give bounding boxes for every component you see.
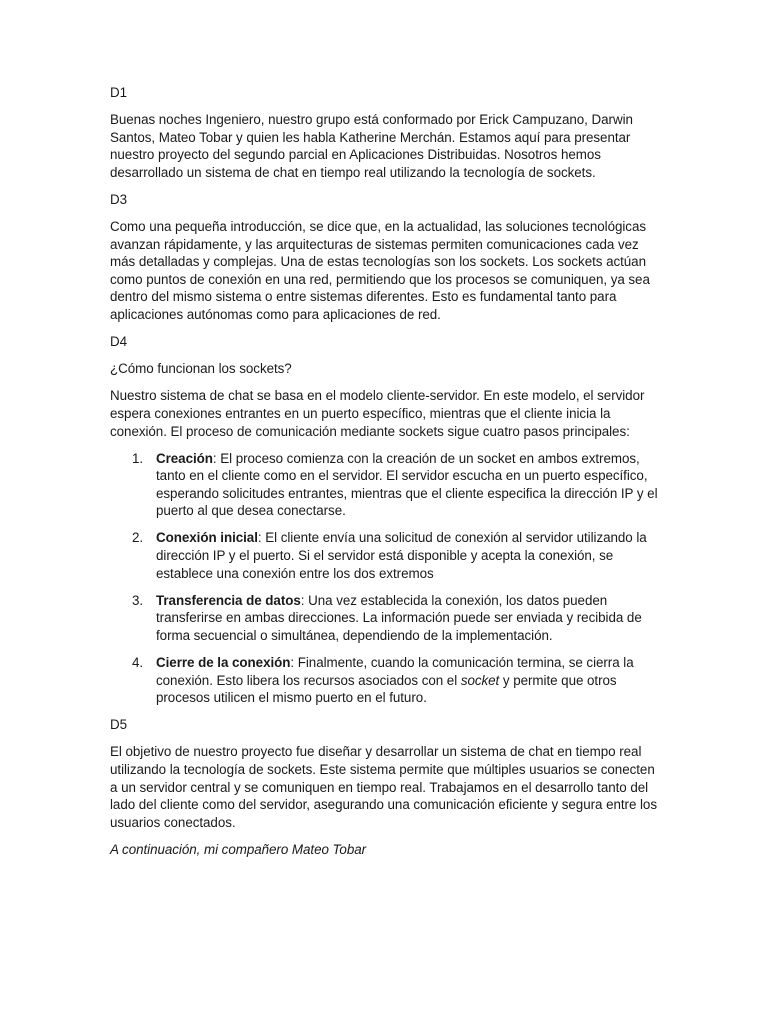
step-text: : El cliente envía una solicitud de conexión al servidor utilizando la dirección IP y el puerto. Si el servidor está disponible y acepta la conexión, se establece una conexión entre los dos extremos [156,530,647,581]
section-label-d3: D3 [110,191,128,207]
steps-list [110,450,662,707]
list-item-step-4 [132,654,662,707]
paragraph-client-server: Nuestro sistema de chat se basa en el modelo cliente-servidor. En este modelo, el servidor espera conexiones entrantes en un puerto específico, mientras que el cliente inicia la conexión. El proceso de comunicación mediante sockets sigue cuatro pasos principales: [110,388,645,439]
document-page [110,84,662,858]
step-title: Conexión inicial [156,530,258,546]
closing-line: A continuación, mi compañero Mateo Tobar [110,841,367,857]
step-text-italic: socket [460,672,500,688]
list-item-step-1 [132,450,662,520]
step-text: y permite que otros procesos utilicen el mismo puerto en el futuro. [156,672,617,706]
list-item-step-2 [132,529,662,582]
section-question: ¿Cómo funcionan los sockets? [110,361,292,377]
step-number: 1. [132,450,144,466]
paragraph-intro-greeting: Buenas noches Ingeniero, nuestro grupo está conformado por Erick Campuzano, Darwin Santos, Mateo Tobar y quien les habla Katherine Merchán. Estamos aquí para presentar nuestro proyecto del segundo parcial en Aplicaciones Distribuidas. Nosotros hemos desarrollado un sistema de chat en tiempo real utilizando la tecnología de sockets. [110,112,633,180]
step-number: 4. [132,655,144,671]
step-number: 2. [132,530,144,546]
step-text: : El proceso comienza con la creación de un socket en ambos extremos, tanto en el cliente como en el servidor. El servidor escucha en un puerto específico, esperando solicitudes entrantes, mientras que el cliente especifica la dirección IP y el puerto al que desea conectarse. [156,450,658,519]
step-number: 3. [132,592,144,608]
step-title: Transferencia de datos [156,592,301,608]
step-text: : Finalmente, cuando la comunicación termina, se cierra la conexión. Esto libera los recursos asociados con el [156,655,634,688]
step-title: Cierre de la conexión [156,655,291,671]
list-item-step-3 [132,592,662,645]
paragraph-introduction: Como una pequeña introducción, se dice que, en la actualidad, las soluciones tecnológicas avanzan rápidamente, y las arquitecturas de sistemas permiten comunicaciones cada vez más detalladas y complejas. Una de estas tecnologías son los sockets. Los sockets actúan como puntos de conexión en una red, permitiendo que los procesos se comuniquen, ya sea dentro del mismo sistema o entre sistemas diferentes. Esto es fundamental tanto para aplicaciones autónomas como para aplicaciones de red. [110,219,650,323]
section-label-d4: D4 [110,334,128,350]
section-label-d5: D5 [110,717,128,733]
section-label-d1: D1 [110,85,128,100]
step-text: : Una vez establecida la conexión, los datos pueden transferirse en ambas direcciones. La información puede ser enviada y recibida de forma secuencial o simultánea, dependiendo de la implementación. [156,592,642,643]
paragraph-project-objective: El objetivo de nuestro proyecto fue diseñar y desarrollar un sistema de chat en tiempo real utilizando la tecnología de sockets. Este sistema permite que múltiples usuarios se conecten a un servidor central y se comuniquen en tiempo real. Trabajamos en el desarrollo tanto del lado del cliente como del servidor, asegurando una comunicación eficiente y segura entre los usuarios conectados. [110,744,657,830]
step-title: Creación [156,450,213,466]
